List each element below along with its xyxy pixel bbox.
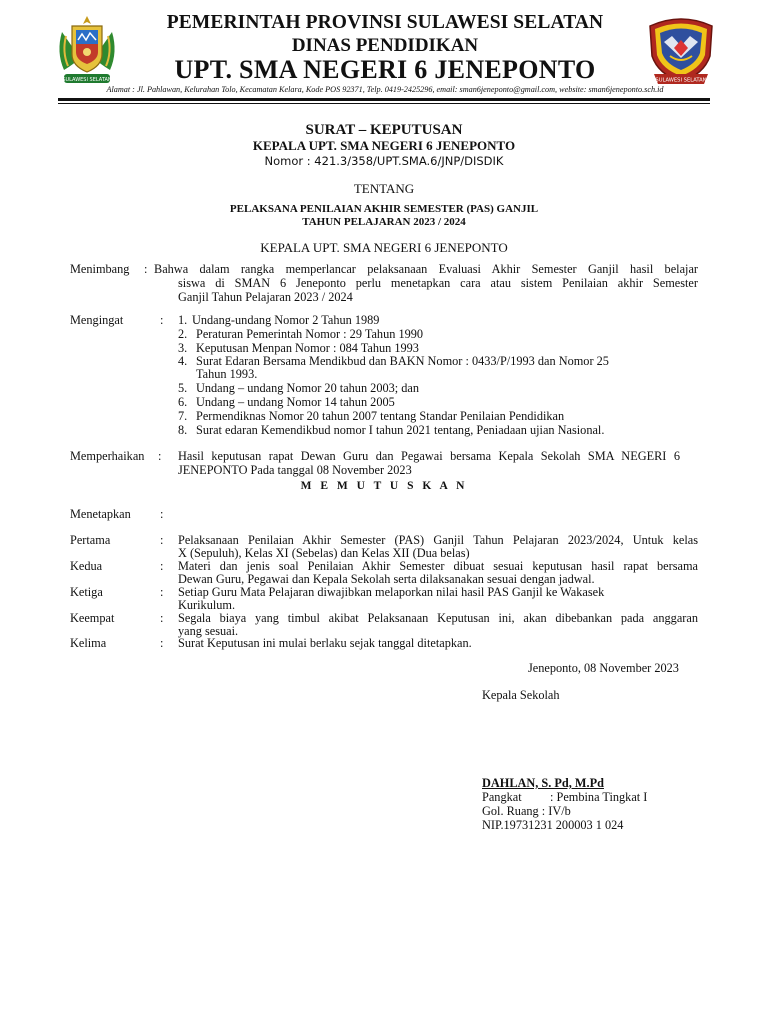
subject-line-1: PELAKSANA PENILAIAN AKHIR SEMESTER (PAS) GANJIL: [229, 203, 539, 215]
tentang-heading: TENTANG: [353, 181, 415, 196]
subject-line-2: TAHUN PELAJARAN 2023 / 2024: [302, 216, 466, 228]
decision-pertama-line-1: Pelaksanaan Penilaian Akhir Semester (PAS) Ganjil Tahun Pelajaran 2023/2024, Untuk kelas: [178, 533, 698, 547]
menetapkan-colon: :: [160, 507, 164, 521]
letterhead-address: Alamat : Jl. Pahlawan, Kelurahan Tolo, Kecamatan Kelara, Kode POS 92371, Telp. 0419-2425296, email: sman6jeneponto@gmail.com, website: sman6jeneponto.sch.id: [106, 85, 664, 94]
decision-label-kedua: Kedua: [70, 559, 103, 573]
mengingat-num-1: 1.: [178, 313, 188, 327]
signatory-grade: Gol. Ruang : IV/b: [482, 804, 571, 818]
menimbang-line-3: Ganjil Tahun Pelajaran 2023 / 2024: [178, 290, 353, 304]
decision-colon-kedua: :: [160, 559, 164, 573]
mengingat-num-5: 5.: [178, 381, 188, 395]
decision-kedua-line-2: Dewan Guru, Pegawai dan Kepala Sekolah serta dilaksanakan sesuai dengan jadwal.: [178, 572, 595, 586]
mengingat-label: Mengingat: [70, 313, 124, 327]
mengingat-item-7: Permendiknas Nomor 20 tahun 2007 tentang Standar Penilaian Pendidikan: [196, 409, 565, 423]
svg-text:SULAWESI SELATAN: SULAWESI SELATAN: [655, 77, 707, 84]
letterhead-province: PEMERINTAH PROVINSI SULAWESI SELATAN: [166, 12, 604, 33]
place-date: Jeneponto, 08 November 2023: [528, 661, 679, 675]
mengingat-item-4: Surat Edaran Bersama Mendikbud dan BAKN Nomor : 0433/P/1993 dan Nomor 25: [196, 354, 609, 368]
signatory-rank-value: : Pembina Tingkat I: [550, 790, 648, 804]
mengingat-item-2: Peraturan Pemerintah Nomor : 29 Tahun 1990: [196, 327, 424, 341]
memperhatikan-line-1: Hasil keputusan rapat Dewan Guru dan Pegawai bersama Kepala Sekolah SMA NEGERI 6: [178, 449, 680, 463]
mengingat-num-2: 2.: [178, 327, 188, 341]
mengingat-item-4-cont: Tahun 1993.: [196, 367, 258, 381]
decision-label-ketiga: Ketiga: [70, 585, 103, 599]
decision-kelima-line-1: Surat Keputusan ini mulai berlaku sejak tanggal ditetapkan.: [178, 636, 472, 650]
menimbang-colon: :: [144, 262, 148, 276]
mengingat-colon: :: [160, 313, 164, 327]
letterhead-rule-thin: [58, 103, 710, 104]
decision-label-keempat: Keempat: [70, 611, 115, 625]
memperhatikan-colon: :: [158, 449, 162, 463]
mengingat-num-6: 6.: [178, 395, 188, 409]
mengingat-item-6: Undang – undang Nomor 14 tahun 2005: [196, 395, 395, 409]
signatory-nip: NIP.19731231 200003 1 024: [482, 818, 624, 832]
mengingat-num-4: 4.: [178, 354, 188, 368]
document-title: SURAT – KEPUTUSAN: [305, 122, 463, 138]
memperhatikan-label: Memperhaikan: [70, 449, 145, 463]
letterhead-school: UPT. SMA NEGERI 6 JENEPONTO: [174, 55, 596, 84]
memutuskan-heading: M E M U T U S K A N: [300, 480, 468, 492]
mengingat-item-8: Surat edaran Kemendikbud nomor I tahun 2021 tentang, Peniadaan ujian Nasional.: [196, 423, 605, 437]
decree-head: KEPALA UPT. SMA NEGERI 6 JENEPONTO: [260, 240, 508, 255]
memperhatikan-line-2: JENEPONTO Pada tanggal 08 November 2023: [178, 463, 412, 477]
decision-keempat-line-1: Segala biaya yang timbul akibat Pelaksanaan Keputusan ini, akan dibebankan pada anggaran: [178, 611, 698, 625]
signatory-rank-label: Pangkat: [482, 790, 522, 804]
letterhead-rule-thick: [58, 98, 710, 101]
mengingat-num-3: 3.: [178, 341, 188, 355]
provincial-coat-of-arms-icon: [50, 12, 124, 86]
decision-keempat-line-2: yang sesuai.: [178, 624, 239, 638]
mengingat-num-8: 8.: [178, 423, 188, 437]
decision-kedua-line-1: Materi dan jenis soal Penilaian Akhir Semester dibuat sesuai keputusan hasil rapat bersama: [178, 559, 698, 573]
svg-text:SULAWESI SELATAN: SULAWESI SELATAN: [62, 77, 112, 83]
menimbang-label: Menimbang: [70, 262, 130, 276]
school-emblem-icon: [644, 12, 718, 88]
document-number: Nomor : 421.3/358/UPT.SMA.6/JNP/DISDIK: [264, 154, 504, 168]
decision-pertama-line-2: X (Sepuluh), Kelas XI (Sebelas) dan Kelas XII (Dua belas): [178, 546, 470, 560]
decision-colon-kelima: :: [160, 636, 164, 650]
decision-colon-ketiga: :: [160, 585, 164, 599]
decision-label-pertama: Pertama: [70, 533, 111, 547]
decision-colon-keempat: :: [160, 611, 164, 625]
mengingat-item-5: Undang – undang Nomor 20 tahun 2003; dan: [196, 381, 420, 395]
letterhead-agency: DINAS PENDIDIKAN: [291, 35, 479, 56]
mengingat-num-7: 7.: [178, 409, 188, 423]
signatory-position: Kepala Sekolah: [482, 688, 560, 702]
signatory-name: DAHLAN, S. Pd, M.Pd: [482, 776, 604, 790]
menimbang-line-1: Bahwa dalam rangka memperlancar pelaksanaan Evaluasi Akhir Semester Ganjil hasil belajar: [154, 262, 698, 276]
document-issuer: KEPALA UPT. SMA NEGERI 6 JENEPONTO: [252, 138, 516, 153]
decision-label-kelima: Kelima: [70, 636, 107, 650]
mengingat-item-3: Keputusan Menpan Nomor : 084 Tahun 1993: [196, 341, 419, 355]
decision-ketiga-line-2: Kurikulum.: [178, 598, 236, 612]
decision-ketiga-line-1: Setiap Guru Mata Pelajaran diwajibkan melaporkan nilai hasil PAS Ganjil ke Wakasek: [178, 585, 605, 599]
mengingat-item-1: Undang-undang Nomor 2 Tahun 1989: [192, 313, 380, 327]
menetapkan-label: Menetapkan: [70, 507, 131, 521]
menimbang-line-2: siswa di SMAN 6 Jeneponto perlu menetapkan cara atau sistem Penilaian akhir Semester: [178, 276, 698, 290]
decision-colon-pertama: :: [160, 533, 164, 547]
